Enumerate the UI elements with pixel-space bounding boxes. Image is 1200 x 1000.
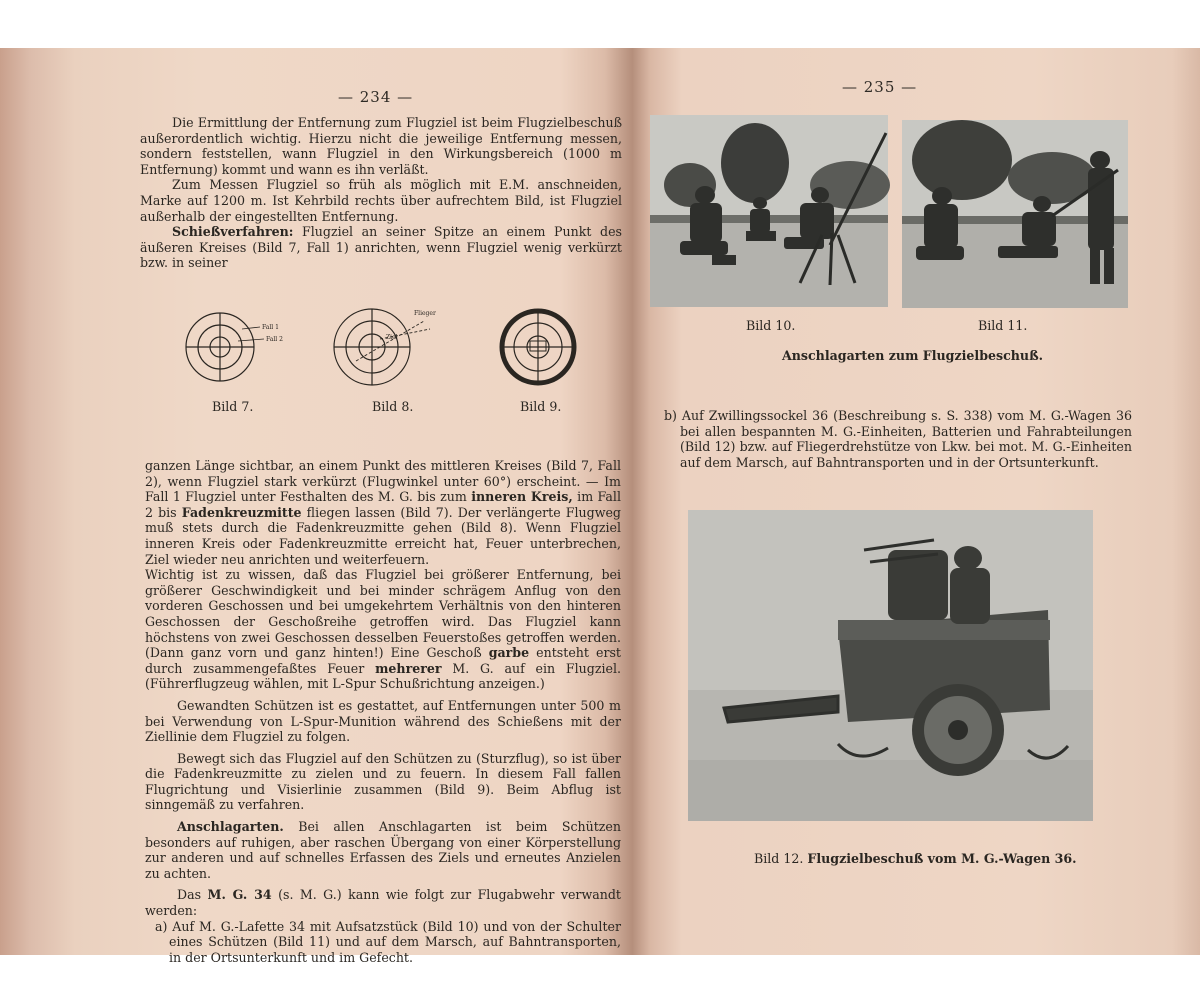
paragraph: Gewandten Schützen ist es gestattet, auf Entfernungen unter 500 m bei Verwendung von L-Spur-Munition während des Schießens mit der Ziellinie dem Flugziel zu folgen. bbox=[145, 697, 621, 745]
photo-bild-12 bbox=[688, 510, 1093, 821]
photos-heading: Anschlagarten zum Flugzielbeschuß. bbox=[782, 348, 1044, 363]
paragraph: ganzen Länge sichtbar, an einem Punkt des mittleren Kreises (Bild 7, Fall 2), wenn Flugziel stark verkürzt (Flugwinkel unter 60°) erscheint. — Im Fall 1 Flugziel unter Festhalten des M. G. bis zum bbox=[145, 458, 621, 505]
list-item-b: b) Auf Zwillingssockel 36 (Beschreibung s. S. 338) vom M. G.-Wagen 36 bei allen bespannten M. G.-Einheiten, Batterien und Fahrabteilungen (Bild 12) bzw. auf Fliegerdrehstütze von Lkw. bei mot. M. G.-Einheiten auf dem Marsch, auf Bahntransporten und in der Ortsunterkunft. bbox=[664, 408, 1132, 470]
right-page bbox=[632, 48, 1200, 955]
paragraph: Die Ermittlung der Entfernung zum Flugziel ist beim Flugzielbeschuß außerordentlich wichtig. Hierzu nicht die jeweilige Entfernung messen, sondern feststellen, wann Flugziel in den Wirkungsbereich (1000 m Entfernung) kommt und wann es ihn verläßt. bbox=[140, 115, 622, 177]
paragraph: fliegen lassen (Bild 7). Der verlängerte Flugweg muß stets durch die Fadenkreuzmitte gehen (Bild 8). Wenn Flugziel inneren Kreis oder Fadenkreuzmitte erreicht hat, Feuer unterbrechen, Ziel wieder neu anrichten und weiterfeuern. bbox=[145, 504, 621, 567]
page-number: — 235 — bbox=[842, 78, 918, 96]
paragraph: (s. M. G.) kann wie folgt zur Flugabwehr verwandt werden: bbox=[145, 887, 621, 919]
paragraph: Wichtig ist zu wissen, daß das Flugziel bei größerer Entfernung, bei größerer Geschwindigkeit und bei minder schrägem Anflug von den vorderen Geschossen und bei umgekehrtem Verhältnis von den hinteren Geschossen der Geschoßreihe getroffen wird. Das Flugziel kann höchstens von zwei Geschossen desselben Feuerstoßes getroffen werden. (Dann ganz vorn und ganz hinten!) Eine Geschoß bbox=[145, 567, 621, 661]
paragraph: M. G. auf ein Flugziel. (Führerflugzeug wählen, mit L-Spur Schußrichtung anzeigen.) bbox=[145, 660, 622, 692]
bild8-diagram bbox=[334, 309, 430, 385]
bild9-diagram bbox=[502, 311, 574, 383]
paragraph: Bewegt sich das Flugziel auf den Schützen zu (Sturzflug), so ist über die Fadenkreuzmitte zu zielen und zu feuern. In diesem Fall fallen Flugrichtung und Visierlinie zusammen (Bild 9). Beim Abflug ist sinngemäß zu verfahren. bbox=[145, 750, 621, 813]
bold-term: Fadenkreuzmitte bbox=[181, 504, 302, 520]
bild12-caption-number: Bild 12. bbox=[754, 851, 804, 866]
paragraph-label: Anschlagarten. bbox=[177, 819, 284, 835]
bild12-caption bbox=[754, 851, 1077, 866]
paragraph: Das bbox=[177, 887, 202, 903]
bold-term: M. G. 34 bbox=[207, 887, 272, 903]
bild7-diagram bbox=[186, 313, 264, 381]
text-block-top bbox=[140, 115, 622, 271]
open-book bbox=[0, 48, 1200, 965]
bild7-caption: Bild 7. bbox=[212, 399, 254, 414]
photo-bild-11 bbox=[902, 120, 1128, 308]
top-margin bbox=[0, 0, 1200, 48]
paragraph: Bei allen Anschlagarten ist beim Schützen besonders auf ruhigen, aber raschen Übergang von einer Körperstellung zur anderen und auf schnelles Erfassen des Ziels und erneutes Anzielen zu achten. bbox=[145, 819, 621, 881]
paragraph: entsteht erst durch zusammengefaßtes Feuer bbox=[145, 645, 621, 676]
bild8-label-1: Flieger bbox=[414, 310, 436, 317]
text-block-b bbox=[662, 408, 1132, 470]
figures-7-8-9 bbox=[180, 303, 580, 393]
left-page bbox=[0, 48, 632, 965]
photo-bild-10 bbox=[650, 115, 888, 307]
bold-term: inneren Kreis, bbox=[471, 489, 573, 505]
paragraph: im Fall 2 bis bbox=[145, 489, 621, 520]
paragraph: Zum Messen Flugziel so früh als möglich mit E.M. anschneiden, Marke auf 1200 m. Ist Kehrbild rechts über aufrechtem Bild, ist Flugziel außerhalb der eingestellten Entfernung. bbox=[140, 177, 622, 224]
list-item-a: a) Auf M. G.-Lafette 34 mit Aufsatzstück (Bild 10) und von der Schulter eines Schützen (Bild 11) und auf dem Marsch, auf Bahntransporten, in der Ortsunterkunft und im Gefecht. bbox=[155, 918, 621, 965]
bild11-caption: Bild 11. bbox=[978, 318, 1028, 333]
paragraph: Flugziel an seiner Spitze an einem Punkt des äußeren Kreises (Bild 7, Fall 1) anrichten, wenn Flugziel wenig verkürzt bzw. in seiner bbox=[140, 224, 622, 271]
bold-term: mehrerer bbox=[375, 660, 442, 676]
page-number: — 234 — bbox=[338, 88, 414, 106]
bild7-label-2: Fall 2 bbox=[266, 336, 283, 343]
bold-term: garbe bbox=[488, 645, 530, 661]
bild10-caption: Bild 10. bbox=[746, 318, 796, 333]
bild9-caption: Bild 9. bbox=[520, 399, 562, 414]
paragraph-label: Schießverfahren: bbox=[172, 224, 294, 240]
text-block-bottom bbox=[145, 458, 621, 965]
bild8-caption: Bild 8. bbox=[372, 399, 414, 414]
bild8-label-2: Ziel bbox=[386, 334, 398, 341]
bild7-label-1: Fall 1 bbox=[262, 324, 279, 331]
bild12-caption-text: Flugzielbeschuß vom M. G.-Wagen 36. bbox=[807, 851, 1077, 866]
